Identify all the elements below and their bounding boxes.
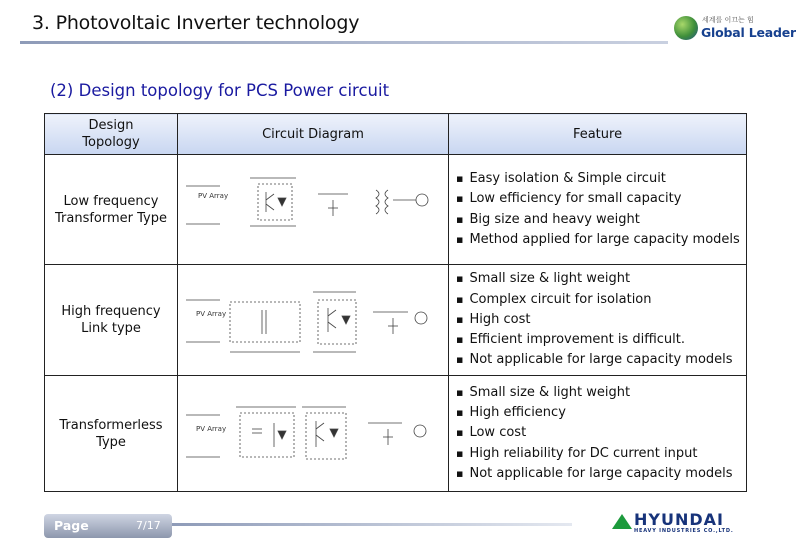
header-divider	[20, 41, 668, 44]
header-circuit-diagram: Circuit Diagram	[178, 114, 449, 155]
list-item: ▪ Low efficiency for small capacity	[456, 189, 746, 209]
topology-table	[44, 113, 747, 492]
page-label: Page	[54, 518, 89, 533]
feature-list-cell	[449, 265, 747, 376]
transformerless-circuit-diagram	[178, 377, 449, 491]
list-item: ▪ High reliability for DC current input	[456, 444, 746, 464]
low-frequency-circuit-diagram	[178, 156, 449, 264]
hyundai-logo	[612, 512, 772, 538]
list-item: ▪ Not applicable for large capacity models	[456, 350, 746, 370]
list-item: ▪ Easy isolation & Simple circuit	[456, 169, 746, 189]
pv-array-label: PV Array	[196, 424, 227, 433]
list-item: ▪ Efficient improvement is difficult.	[456, 330, 746, 350]
global-leader-logo	[674, 14, 796, 44]
list-item: ▪ Low cost	[456, 423, 746, 443]
topology-name: High frequency Link type	[45, 265, 178, 376]
circuit-diagram	[178, 155, 449, 265]
topology-name: Low frequency Transformer Type	[45, 155, 178, 265]
list-item: ▪ Small size & light weight	[456, 269, 746, 289]
topology-name: Transformerless Type	[45, 376, 178, 492]
feature-list-cell	[449, 155, 747, 265]
slide-title: 3. Photovoltaic Inverter technology	[32, 12, 360, 34]
page-number: 7/17	[136, 519, 161, 532]
hyundai-wordmark: HYUNDAI	[634, 510, 724, 529]
hyundai-triangle-icon	[612, 514, 632, 529]
circuit-diagram	[178, 265, 449, 376]
header-design-topology: Design Topology	[45, 114, 178, 155]
list-item: ▪ Small size & light weight	[456, 383, 746, 403]
header-feature: Feature	[449, 114, 747, 155]
list-item: ▪ Big size and heavy weight	[456, 210, 746, 230]
list-item: ▪ Method applied for large capacity models	[456, 230, 746, 250]
list-item: ▪ Not applicable for large capacity models	[456, 464, 746, 484]
circuit-diagram	[178, 376, 449, 492]
feature-list-cell	[449, 376, 747, 492]
list-item: ▪ Complex circuit for isolation	[456, 290, 746, 310]
list-item: ▪ High efficiency	[456, 403, 746, 423]
globe-icon	[674, 16, 698, 40]
table-row	[45, 265, 747, 376]
high-frequency-circuit-diagram	[178, 266, 449, 375]
logo-wordmark: Global Leader	[701, 25, 796, 40]
list-item: ▪ High cost	[456, 310, 746, 330]
footer-divider	[172, 523, 572, 526]
page-indicator	[44, 514, 172, 538]
section-title: (2) Design topology for PCS Power circuit	[50, 81, 390, 100]
table-row	[45, 376, 747, 492]
hyundai-subtitle: HEAVY INDUSTRIES CO.,LTD.	[634, 528, 734, 534]
pv-array-label: PV Array	[196, 309, 227, 318]
table-row	[45, 155, 747, 265]
pv-array-label: PV Array	[198, 191, 229, 200]
table-header-row	[45, 114, 747, 155]
logo-tagline: 세계를 이끄는 힘	[702, 16, 754, 24]
